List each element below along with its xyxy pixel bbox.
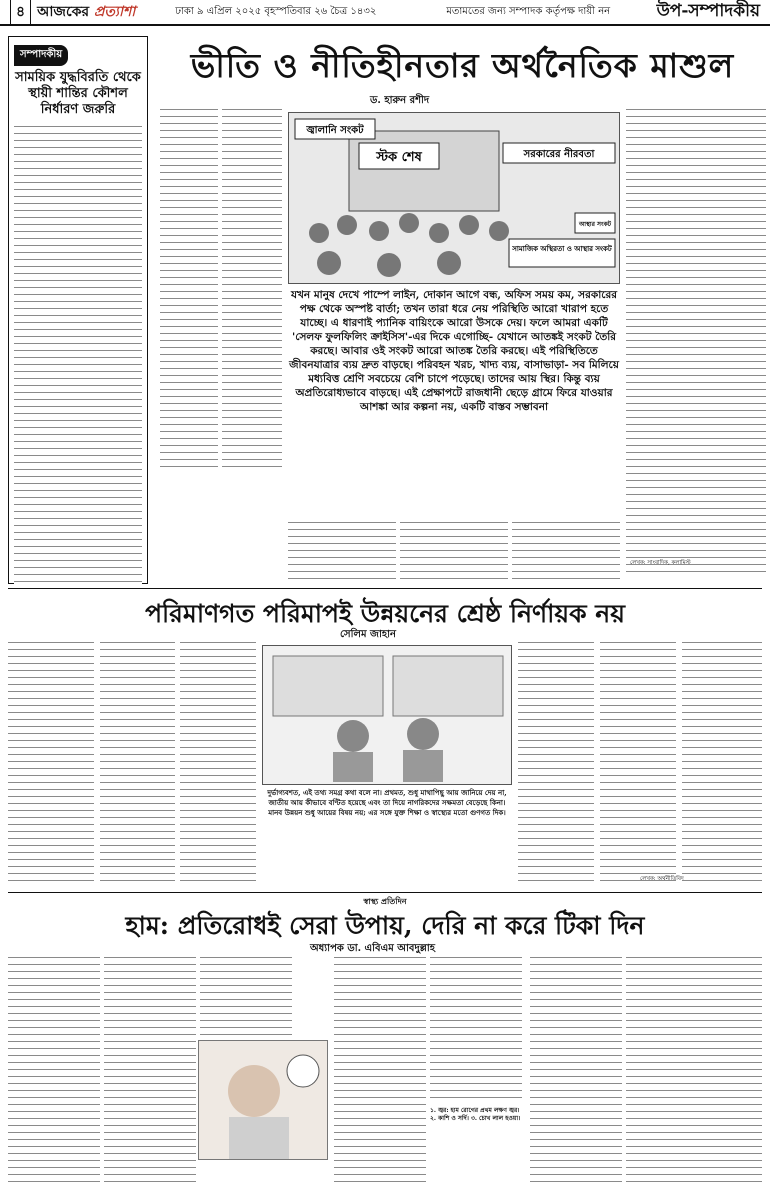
- article1-column: [512, 520, 620, 580]
- brand-prefix: আজকের: [37, 4, 90, 20]
- article3-column: [104, 955, 196, 1187]
- article3-column: [200, 955, 292, 1035]
- article2-caption: দুর্ভাগ্যবশত, এই তথ্য সমগ্র কথা বলে না। প্রথমত, শুধু মাথাপিছু আয় জানিয়ে দেয় না, জাতীয় আয় কীভাবে বণ্টিত হয়েছে এবং তা দিয়ে নাগরিকদের সক্ষমতা বেড়েছে কিনা। মানব উন্নয়ন শুধু আয়ের বিষয় নয়; এর সঙ্গে যুক্ত শিক্ষা ও স্বাস্থ্যের মতো গুণগত দিক।: [267, 788, 507, 817]
- article2-author: সেলিম জাহান: [340, 629, 396, 640]
- article3-author: অধ্যাপক ডা. এবিএম আবদুল্লাহ: [310, 943, 435, 954]
- label-stock-out: স্টক শেষ: [376, 150, 422, 165]
- crowd-illustration: [289, 113, 620, 284]
- newspaper-brand: [37, 0, 135, 24]
- article2-column: [600, 640, 676, 885]
- disclaimer: মতামতের জন্য সম্পাদক কর্তৃপক্ষ দায়ী নন: [446, 5, 611, 17]
- child-photo: [199, 1041, 328, 1160]
- article1-byline: লেখক: সাংবাদিক, কলামিস্ট: [630, 560, 691, 566]
- article2-column: [180, 640, 256, 885]
- editorial-box: [8, 36, 148, 584]
- article1-pull-quote: যখন মানুষ দেখে পাম্পে লাইন, দোকান আগে বন্ধ, অফিস সময় কম, সরকারের পক্ষ থেকে অস্পষ্ট বার্তা; তখন তারা ধরে নেয় পরিস্থিতি আরো খারাপ হতে যাচ্ছে। এ ধারণাই প্যানিক বায়িংকে আরো উসকে দেয়। ফলে আমরা একটি 'সেলফ ফুলফিলিং ক্রাইসিস'-এর দিকে এগোচ্ছি- যেখানে আতঙ্কই সংকট তৈরি করছে। আবার ওই সংকট আরো আতঙ্ক তৈরি করছে। এই পরিস্থিতিতে জীবনযাত্রার ব্যয় দ্রুত বাড়ছে। পরিবহন খরচ, খাদ্য ব্যয়, বাসাভাড়া- সব মিলিয়ে মধ্যবিত্ত শ্রেণি সবচেয়ে বেশি চাপে পড়েছে। তাদের আয় স্থির। কিন্তু ব্যয় অপ্রতিরোধ্যভাবে বাড়ছে। এই প্রেক্ষাপটে রাজধানী ছেড়ে গ্রামে ফিরে যাওয়ার আশঙ্কা আর কল্পনা নয়, একটি বাস্তব সম্ভাবনা: [289, 289, 619, 413]
- divider: [8, 892, 762, 893]
- article2-column: [518, 640, 594, 885]
- article1-illustration: [288, 112, 620, 284]
- article2-column: [682, 640, 762, 885]
- article3-column: [334, 955, 426, 1187]
- article1-column: [160, 107, 218, 472]
- article2-illustration: [262, 645, 512, 785]
- article1-column: [222, 107, 282, 472]
- label-social-unrest: সামাজিক অস্থিরতা ও আস্থার সংকট: [512, 245, 612, 253]
- article2-byline: লেখক: অর্থনীতিবিদ: [640, 876, 684, 882]
- article3-title: হাম: প্রতিরোধই সেরা উপায়, দেরি না করে টিকা দিন: [125, 911, 645, 940]
- divider: [8, 588, 762, 589]
- editorial-headline: সাময়িক যুদ্ধবিরতি থেকে স্থায়ী শান্তির কৌশল নির্ধারণ জরুরি: [15, 70, 141, 117]
- article2-column: [100, 640, 175, 885]
- article3-subhead: ১. জ্বর: হাম রোগের প্রথম লক্ষণ জ্বর। ২. কাশি ও সর্দি। ৩. চোখ লাল হওয়া।: [430, 1107, 521, 1122]
- article1-author: ড. হারুন রশীদ: [370, 95, 430, 106]
- editorial-tag: সম্পাদকীয়: [14, 45, 68, 66]
- label-govt-silence: সরকারের নীরবতা: [523, 149, 595, 160]
- article1-column: [288, 520, 396, 580]
- article2-column: [8, 640, 94, 885]
- article3-section-tag: স্বাস্থ্য প্রতিদিন: [363, 896, 407, 906]
- masthead: [0, 0, 770, 26]
- article3-column: [430, 955, 522, 1103]
- article3-column: [530, 955, 622, 1187]
- article1-lower-columns: [288, 520, 620, 580]
- article2-title: পরিমাণগত পরিমাপই উন্নয়নের শ্রেষ্ঠ নির্ণায়ক নয়: [145, 599, 625, 628]
- label-fuel-crisis: জ্বালানি সংকট: [306, 125, 364, 136]
- article1-column: [626, 107, 766, 577]
- article3-column: [626, 955, 762, 1187]
- section-title: উপ-সম্পাদকীয়: [656, 1, 760, 21]
- article3-column: [8, 955, 100, 1187]
- page-number: ৪: [10, 0, 31, 25]
- label-trust-crisis: আস্থার সংকট: [578, 221, 612, 228]
- article1-column: [400, 520, 508, 580]
- children-illustration: [263, 646, 512, 785]
- article1-title: ভীতি ও নীতিহীনতার অর্থনৈতিক মাশুল: [190, 46, 735, 85]
- issue-date: ঢাকা ৯ এপ্রিল ২০২৫ বৃহস্পতিবার ২৬ চৈত্র ১৪৩২: [175, 5, 377, 17]
- editorial-body: [14, 124, 142, 594]
- article3-photo: [198, 1040, 328, 1160]
- brand-name: প্রত্যাশা: [93, 4, 136, 20]
